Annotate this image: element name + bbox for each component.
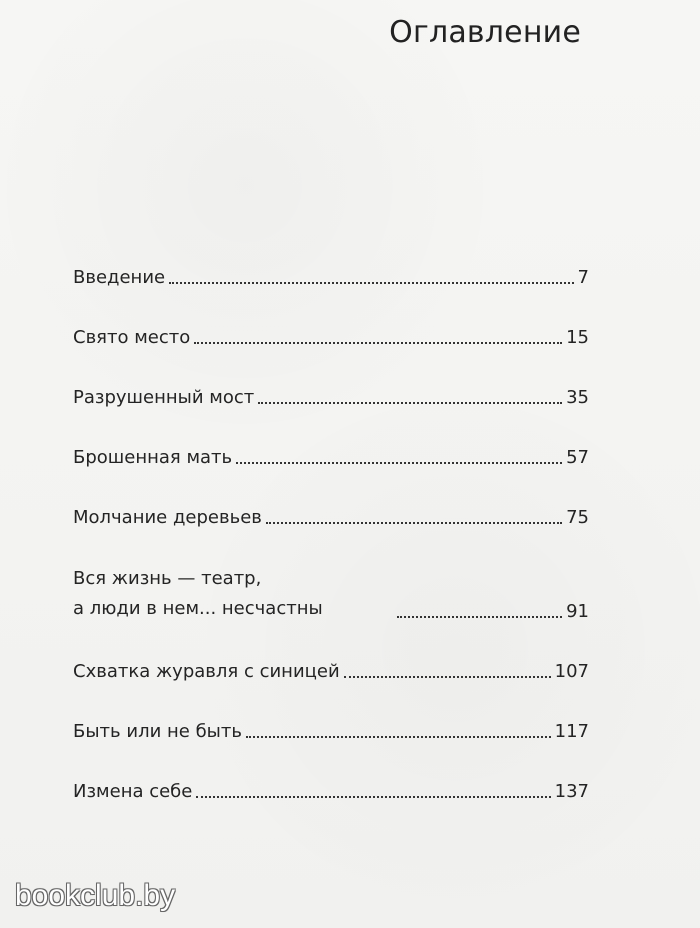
toc-entry-title: Быть или не быть [73, 721, 242, 742]
table-of-contents [73, 266, 589, 840]
page-title: Оглавление [389, 15, 581, 50]
leader-dots [397, 616, 562, 618]
toc-entry-title: Схватка журавля с синицей [73, 661, 340, 682]
leader-dots [236, 462, 562, 464]
leader-dots [258, 402, 562, 404]
toc-entry-title: Измена себе [73, 781, 193, 802]
toc-entry [73, 720, 589, 744]
leader-dots [194, 342, 562, 344]
toc-entry-page: 75 [566, 507, 589, 528]
toc-entry-title: Введение [73, 267, 166, 288]
leader-dots [169, 282, 573, 284]
toc-entry-title [73, 564, 393, 624]
toc-entry [73, 506, 589, 530]
site-watermark: bookclub.by [15, 879, 176, 912]
toc-entry-page: 137 [554, 781, 589, 802]
leader-dots [196, 796, 550, 798]
toc-entry-title: Разрушенный мост [73, 387, 255, 408]
toc-entry-page: 15 [566, 327, 589, 348]
toc-entry-page: 91 [566, 601, 589, 622]
toc-entry-page: 35 [566, 387, 589, 408]
toc-entry-title: Брошенная мать [73, 447, 233, 468]
leader-dots [266, 522, 562, 524]
toc-entry-title-line2: а люди в нем... несчастны [73, 598, 323, 619]
leader-dots [246, 736, 551, 738]
toc-entry [73, 660, 589, 684]
toc-entry-page: 107 [554, 661, 589, 682]
toc-entry-page: 7 [577, 267, 589, 288]
toc-entry-page: 57 [566, 447, 589, 468]
toc-entry [73, 326, 589, 350]
toc-entry [73, 564, 589, 624]
toc-entry [73, 266, 589, 290]
toc-entry-title-line1: Вся жизнь — театр, [73, 568, 262, 589]
toc-entry-title: Молчание деревьев [73, 507, 262, 528]
toc-entry [73, 446, 589, 470]
toc-entry-title: Свято место [73, 327, 191, 348]
toc-entry [73, 780, 589, 804]
leader-dots [344, 676, 551, 678]
toc-entry [73, 386, 589, 410]
toc-entry-page: 117 [554, 721, 589, 742]
